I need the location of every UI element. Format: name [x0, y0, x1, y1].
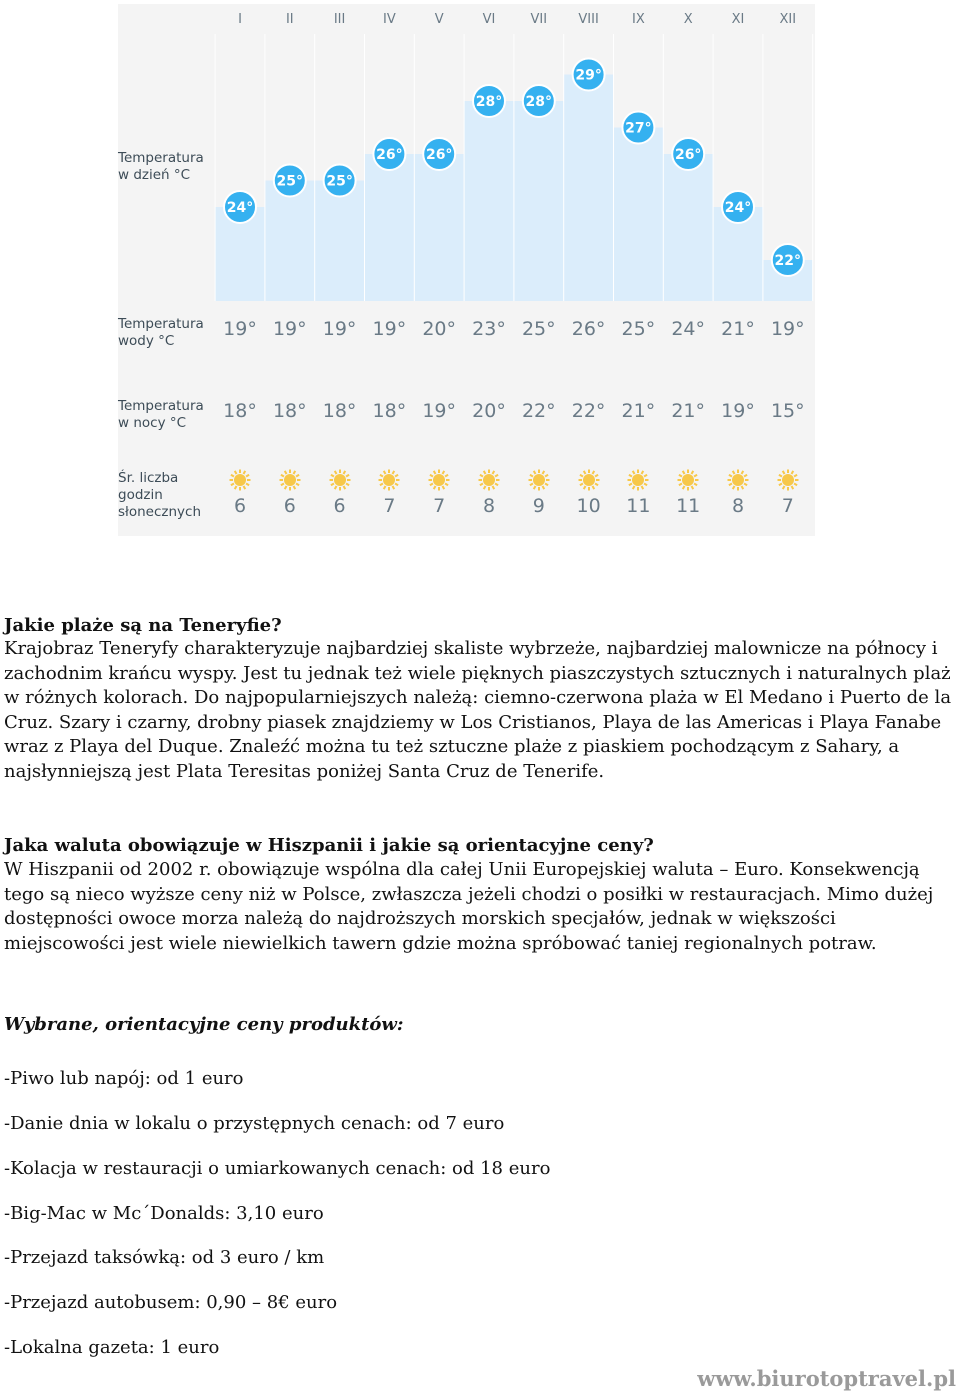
water-temperature-value: 25°: [621, 318, 656, 340]
day-temperature-label: Temperatura w dzień °C: [118, 150, 204, 183]
sunshine-hours-value: 11: [626, 495, 651, 517]
sunshine-cell: [364, 469, 414, 517]
water-temperature-value: 19°: [372, 318, 407, 340]
day-temperature-point: [573, 59, 605, 91]
sunshine-cell: [713, 469, 763, 517]
day-temperature-area-chart: [118, 4, 815, 304]
day-temperature-point: [274, 165, 306, 197]
day-temperature-point: [622, 112, 654, 144]
night-temperature-value: 22°: [571, 400, 606, 422]
sunshine-hours-value: 9: [532, 495, 545, 517]
water-temperature-value: 20°: [422, 318, 457, 340]
night-temperature-value: 22°: [521, 400, 556, 422]
price-item: -Piwo lub napój: od 1 euro: [4, 1068, 244, 1089]
night-temperature-value: 21°: [621, 400, 656, 422]
water-temperature-value: 24°: [671, 318, 706, 340]
night-temperature-row: [118, 400, 815, 430]
day-temperature-value: 22°: [774, 253, 802, 269]
sunshine-cell: [414, 469, 464, 517]
heading-prices: Wybrane, orientacyjne ceny produktów:: [4, 1014, 404, 1035]
day-temperature-value: 26°: [376, 147, 403, 163]
paragraph-beaches: Krajobraz Teneryfy charakteryzuje najbardziej skaliste wybrzeże, najbardziej malownicze na północy i zachodnim krańcu wyspy. Jest tu jednak też wiele pięknych piaszczystych sztucznych i naturalnych plaż w różnych kolorach. Do najpopularniejszych należą: ciemno-czerwona plaża w El Medano i Puerto de la Cruz. Szary i czarny, drobny piasek znajdziemy w Los Cristianos, Playa de las Americas i Playa Fanabe wraz z Playa del Duque. Znaleźć można tu też sztuczne plaże z piaskiem pochodzącym z Sahary, a najsłynniejszą jest Plata Teresitas poniżej Santa Cruz de Tenerife.: [4, 638, 952, 782]
sunshine-cell: [763, 469, 813, 517]
month-label: I: [238, 12, 242, 27]
night-temperature-value: 21°: [671, 400, 706, 422]
night-temperature-value: 20°: [472, 400, 506, 422]
sunshine-cell: [663, 469, 713, 517]
month-label: II: [285, 12, 294, 27]
sunshine-cell: [265, 469, 315, 517]
sun-icon: [677, 469, 699, 491]
water-temperature-value: 19°: [322, 318, 357, 340]
price-item: -Danie dnia w lokalu o przystępnych cenach: od 7 euro: [4, 1113, 505, 1134]
month-label: V: [434, 12, 444, 27]
sunshine-hours-value: 8: [731, 495, 745, 517]
sun-icon: [378, 469, 400, 491]
water-temperature-value: 19°: [223, 318, 257, 340]
day-temperature-value: 26°: [425, 147, 453, 163]
day-temperature-value: 26°: [674, 147, 702, 163]
day-temperature-value: 24°: [226, 200, 254, 216]
night-temperature-value: 18°: [322, 400, 357, 422]
month-label: VII: [530, 12, 548, 27]
sunshine-hours-value: 7: [383, 495, 396, 517]
day-temperature-point: [373, 138, 405, 170]
month-label: IX: [632, 12, 645, 27]
sun-icon: [279, 469, 301, 491]
sun-icon: [627, 469, 649, 491]
month-header-row: [118, 4, 815, 34]
sunshine-hours-value: 10: [576, 495, 601, 517]
night-temperature-value: 15°: [770, 400, 805, 422]
month-label: XII: [779, 12, 797, 27]
water-temperature-value: 19°: [770, 318, 805, 340]
sun-icon: [329, 469, 351, 491]
day-temperature-point: [672, 138, 704, 170]
sun-icon: [229, 469, 251, 491]
day-temperature-value: 28°: [475, 94, 503, 110]
day-temperature-point: [772, 244, 804, 276]
day-temperature-value: 29°: [575, 67, 602, 84]
night-temperature-value: 19°: [721, 400, 755, 422]
night-temperature-value: 18°: [223, 400, 257, 422]
day-temperature-value: 25°: [276, 173, 304, 190]
water-temperature-value: 21°: [721, 318, 755, 340]
price-item: -Kolacja w restauracji o umiarkowanych cenach: od 18 euro: [4, 1158, 551, 1179]
day-temperature-point: [473, 85, 505, 117]
sunshine-cell: [315, 469, 365, 517]
water-temperature-label: Temperatura wody °C: [118, 316, 204, 349]
water-temperature-value: 25°: [521, 318, 556, 340]
heading-beaches: Jakie plaże są na Teneryfie?: [4, 615, 282, 636]
price-item: -Lokalna gazeta: 1 euro: [4, 1337, 220, 1358]
day-temperature-value: 25°: [326, 173, 353, 190]
climate-chart: [118, 4, 815, 536]
sun-icon: [727, 469, 749, 491]
price-item: -Przejazd taksówką: od 3 euro / km: [4, 1247, 325, 1268]
month-label: VIII: [578, 12, 599, 27]
sun-icon: [428, 469, 450, 491]
month-label: VI: [482, 12, 496, 27]
sunshine-hours-value: 6: [233, 495, 247, 517]
month-label: IV: [383, 12, 396, 27]
day-temperature-value: 28°: [525, 94, 553, 110]
month-label: III: [333, 12, 346, 27]
sunshine-hours-value: 6: [283, 495, 296, 517]
night-temperature-value: 19°: [422, 400, 457, 422]
day-temperature-point: [722, 191, 754, 223]
sunshine-hours-value: 7: [433, 495, 446, 517]
sunshine-cell: [564, 469, 614, 517]
water-temperature-row: [118, 318, 815, 348]
day-temperature-point: [423, 138, 455, 170]
night-temperature-value: 18°: [272, 400, 307, 422]
month-label: X: [683, 12, 693, 27]
night-temperature-label: Temperatura w nocy °C: [118, 398, 204, 431]
sunshine-cell: [514, 469, 564, 517]
night-temperature-value: 18°: [372, 400, 407, 422]
day-temperature-value: 27°: [625, 120, 652, 137]
heading-currency: Jaka waluta obowiązuje w Hiszpanii i jakie są orientacyjne ceny?: [4, 835, 654, 856]
sun-icon: [478, 469, 500, 491]
sun-icon: [777, 469, 799, 491]
sun-icon: [528, 469, 550, 491]
water-temperature-value: 19°: [272, 318, 307, 340]
sunshine-hours-row: [118, 469, 815, 529]
sunshine-cell: [464, 469, 514, 517]
water-temperature-value: 26°: [571, 318, 606, 340]
sunshine-hours-value: 11: [676, 495, 701, 517]
month-label: XI: [731, 12, 745, 27]
day-temperature-point: [324, 165, 356, 197]
sunshine-hours-value: 6: [333, 495, 346, 517]
sunshine-hours-label: Śr. liczba godzin słonecznych: [118, 470, 202, 520]
day-temperature-point: [523, 85, 555, 117]
paragraph-currency: W Hiszpanii od 2002 r. obowiązuje wspólna dla całej Unii Europejskiej waluta – Euro. Konsekwencją tego są nieco wyższe ceny niż w Polsce, zwłaszcza jeżeli chodzi o posiłki w restauracjach. Mimo dużej dostępności owoce morza należą do najdroższych morskich specjałów, jednak w większości miejscowości jest wiele niewielkich tawern gdzie można spróbować taniej regionalnych potraw.: [4, 859, 934, 954]
price-item: -Przejazd autobusem: 0,90 – 8€ euro: [4, 1292, 338, 1313]
sun-icon: [578, 469, 600, 491]
day-temperature-value: 24°: [724, 200, 752, 216]
price-item: -Big-Mac w Mc´Donalds: 3,10 euro: [4, 1203, 324, 1224]
footer-url[interactable]: www.biurotoptravel.pl: [697, 1366, 956, 1391]
sunshine-hours-value: 8: [482, 495, 496, 517]
water-temperature-value: 23°: [472, 318, 506, 340]
sunshine-hours-value: 7: [781, 495, 794, 517]
day-temperature-point: [224, 191, 256, 223]
sunshine-cell: [215, 469, 265, 517]
sunshine-cell: [613, 469, 663, 517]
